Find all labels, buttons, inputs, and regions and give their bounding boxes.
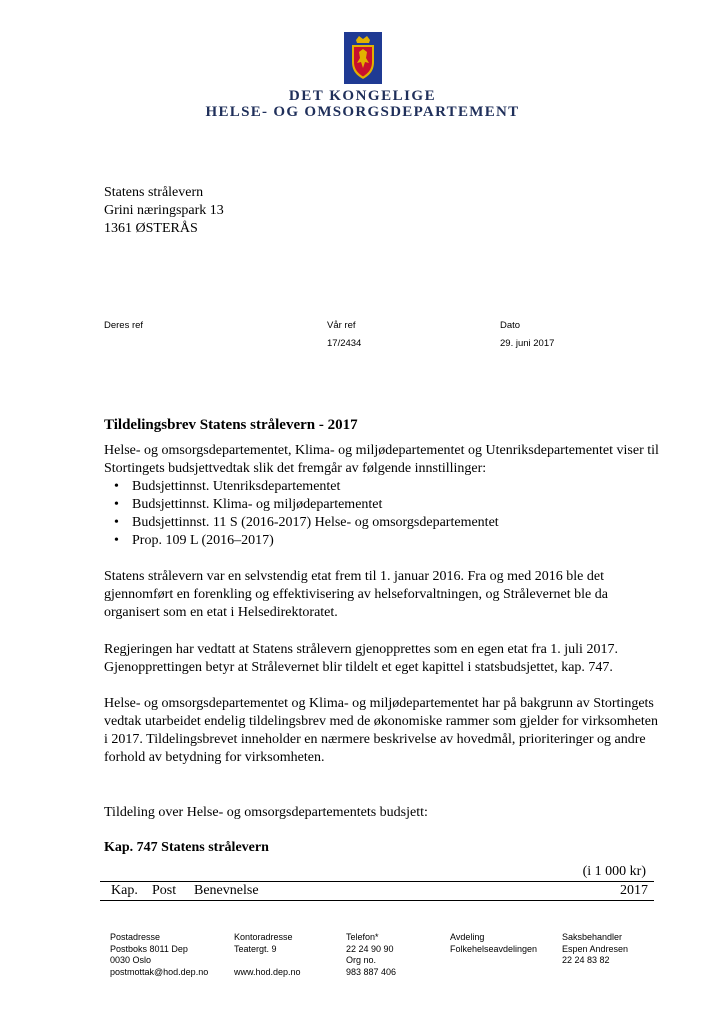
table-header-rule xyxy=(100,900,654,901)
paragraph-4: Tildeling over Helse- og omsorgsdepartementets budsjett: xyxy=(104,805,428,820)
innstillinger-list xyxy=(104,478,664,550)
ministry-name-line2: HELSE- OG OMSORGSDEPARTEMENT xyxy=(205,104,520,120)
footer-text: Org no. xyxy=(346,955,377,965)
footer-avdeling xyxy=(450,932,537,955)
col-benevnelse: Benevnelse xyxy=(194,883,259,898)
footer-saksbehandler xyxy=(562,932,628,967)
footer-spacer xyxy=(234,955,301,967)
footer-text: 22 24 83 82 xyxy=(562,955,610,965)
footer-text: Postboks 8011 Dep xyxy=(110,943,188,954)
footer-label: Avdeling xyxy=(450,932,485,942)
list-item: • Prop. 109 L (2016–2017) xyxy=(104,532,664,550)
letterhead-logo xyxy=(0,32,725,84)
footer-text: Espen Andresen xyxy=(562,943,629,954)
list-item: • Budsjettinnst. Utenriksdepartementet xyxy=(104,478,664,496)
recipient-postal: 1361 ØSTERÅS xyxy=(104,221,198,236)
list-item: • Budsjettinnst. 11 S (2016-2017) Helse- og omsorgsdepartementet xyxy=(104,514,664,532)
footer-text: 0030 Oslo xyxy=(110,955,152,965)
footer-text: Teatergt. 9 xyxy=(234,943,277,954)
recipient-street: Grini næringspark 13 xyxy=(104,203,224,218)
footer-label: Postadresse xyxy=(110,932,161,942)
paragraph-3: Helse- og omsorgsdepartementet og Klima- og miljødepartementet har på bakgrunn av Stortingets vedtak utarbeidet endelig tildelingsbrev med de økonomiske rammer som gjelder for virksomheten i 2017. Tildelingsbrevet inneholder en nærmere beskrivelse av hovedmål, prioriteringer og andre forhold av betydning for virksomheten. xyxy=(104,696,659,765)
budget-unit: (i 1 000 kr) xyxy=(582,864,646,879)
date-value: 29. juni 2017 xyxy=(500,338,555,349)
footer-text: 983 887 406 xyxy=(346,966,397,977)
letter-title: Tildelingsbrev Statens strålevern - 2017 xyxy=(104,417,358,433)
col-year: 2017 xyxy=(620,883,648,898)
footer-label: Saksbehandler xyxy=(562,932,623,942)
footer-email: postmottak@hod.dep.no xyxy=(110,966,209,977)
col-kap: Kap. xyxy=(111,883,138,898)
recipient-address xyxy=(104,184,224,238)
footer-postadresse xyxy=(110,932,208,978)
var-ref-label: Vår ref xyxy=(327,320,356,331)
date-label: Dato xyxy=(500,320,521,331)
recipient-name: Statens strålevern xyxy=(104,185,204,200)
col-post: Post xyxy=(152,883,177,898)
var-ref-value: 17/2434 xyxy=(327,338,362,349)
table-top-rule xyxy=(100,881,654,882)
footer-text: Folkehelseavdelingen xyxy=(450,943,538,954)
coat-of-arms-icon xyxy=(344,32,382,84)
budget-section-title: Kap. 747 Statens strålevern xyxy=(104,840,269,855)
footer-label: Telefon* xyxy=(346,932,379,942)
footer-text: 22 24 90 90 xyxy=(346,943,394,954)
paragraph-1: Statens strålevern var en selvstendig etat frem til 1. januar 2016. Fra og med 2016 ble det gjennomført en forenkling og effektivisering av helseforvaltningen, og Strålevernet ble da organisert som en etat i Helsedirektoratet. xyxy=(104,569,608,620)
footer-kontoradresse xyxy=(234,932,301,978)
deres-ref-label: Deres ref xyxy=(104,320,144,331)
footer-label: Kontoradresse xyxy=(234,932,293,942)
footer-telefon xyxy=(346,932,396,978)
footer-website: www.hod.dep.no xyxy=(234,966,301,977)
list-item: • Budsjettinnst. Klima- og miljødepartementet xyxy=(104,496,664,514)
intro-paragraph: Helse- og omsorgsdepartementet, Klima- og miljødepartementet og Utenriksdepartementet viser til Stortingets budsjettvedtak slik det fremgår av følgende innstillinger: xyxy=(104,443,659,476)
ministry-name-line1: DET KONGELIGE xyxy=(288,88,437,104)
paragraph-2: Regjeringen har vedtatt at Statens strålevern gjenopprettes som en egen etat fra 1. juli 2017. Gjenopprettingen betyr at Strålevernet blir tildelt et eget kapittel i statsbudsjettet, kap. 747. xyxy=(104,642,618,675)
